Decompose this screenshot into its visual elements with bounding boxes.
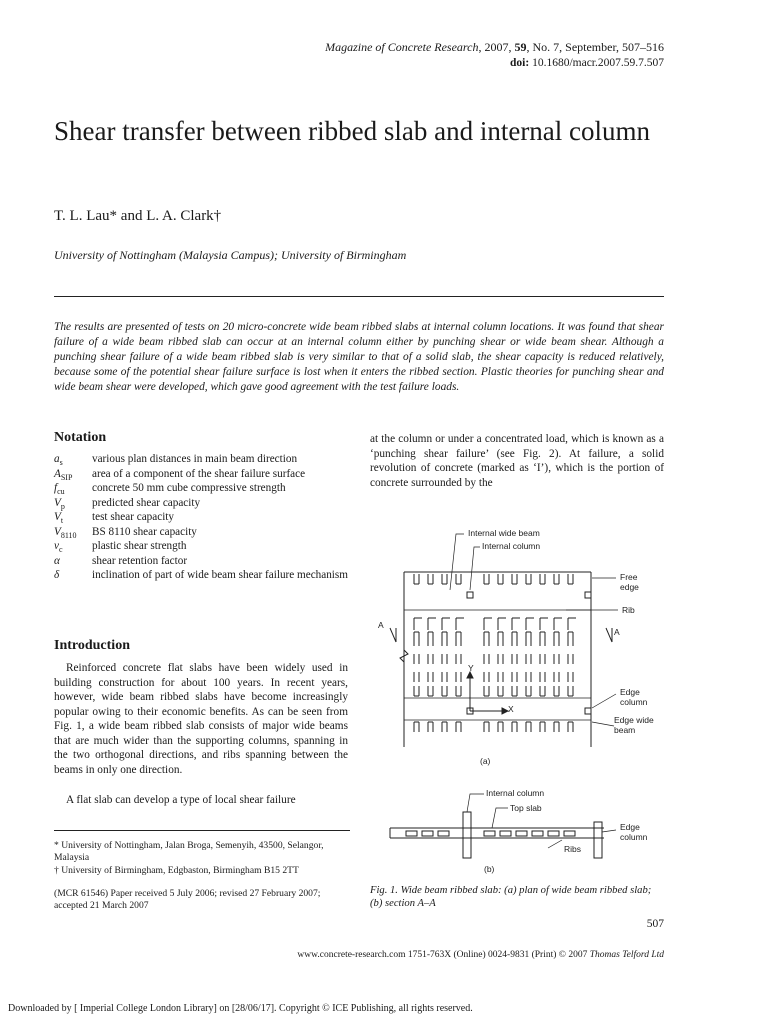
notation-symbol: $f_{cu}$ bbox=[54, 482, 65, 497]
citation-year: , 2007, bbox=[478, 40, 515, 54]
intro-paragraph-2: A flat slab can develop a type of local shear failure bbox=[66, 794, 296, 806]
notation-description: test shear capacity bbox=[92, 511, 174, 523]
notation-description: shear retention factor bbox=[92, 554, 188, 567]
journal-citation bbox=[325, 40, 664, 55]
footnote-received: (MCR 61546) Paper received 5 July 2006; revised 27 February 2007; accepted 21 March 2007 bbox=[54, 888, 321, 911]
section-markers bbox=[390, 628, 612, 642]
section-rib bbox=[564, 831, 575, 836]
doi-line[interactable] bbox=[510, 56, 664, 70]
page-footer[interactable] bbox=[297, 950, 664, 960]
notation-subscript: s bbox=[59, 458, 63, 468]
section-rib bbox=[422, 831, 433, 836]
edge-column-top bbox=[585, 592, 591, 598]
label-rib: Rib bbox=[622, 605, 635, 615]
notation-description: BS 8110 shear capacity bbox=[92, 525, 197, 538]
volume-number: 59 bbox=[514, 40, 527, 54]
notation-subscript: cu bbox=[57, 487, 65, 497]
notation-description: area of a component of the shear failure surface bbox=[92, 467, 306, 480]
label-edge-wide-beam-1: Edge wide bbox=[614, 715, 654, 725]
header-rule bbox=[54, 296, 664, 297]
rib-pattern bbox=[414, 574, 576, 732]
leader-lines bbox=[450, 534, 618, 726]
footer-text[interactable]: www.concrete-research.com 1751-763X (Online) 0024-9831 (Print) © 2007 bbox=[297, 950, 590, 960]
notation-symbol: α bbox=[54, 554, 60, 567]
notation-symbol: $V_p$ bbox=[54, 496, 65, 511]
notation-symbol: $V_{8110}$ bbox=[54, 525, 77, 540]
label-axis-y: Y bbox=[468, 663, 474, 673]
section-rib bbox=[548, 831, 559, 836]
affiliation: University of Nottingham (Malaysia Campus); University of Birmingham bbox=[54, 248, 407, 262]
footnote-rule bbox=[54, 830, 350, 831]
notation-symbol: $A_{SIP}$ bbox=[54, 467, 73, 482]
label-section-a-right: A bbox=[614, 627, 620, 637]
notation-subscript: SIP bbox=[60, 472, 73, 482]
label-subfig-a: (a) bbox=[480, 756, 491, 766]
notation-description: inclination of part of wide beam shear failure mechanism bbox=[92, 569, 348, 581]
section-rib bbox=[406, 831, 417, 836]
notation-subscript: 8110 bbox=[60, 530, 77, 540]
label-section-internal-column: Internal column bbox=[486, 788, 545, 798]
doi-value[interactable]: 10.1680/macr.2007.59.7.507 bbox=[532, 57, 664, 69]
section-rib bbox=[484, 831, 495, 836]
notation-description: predicted shear capacity bbox=[92, 496, 201, 509]
notation-symbol: $V_t$ bbox=[54, 511, 64, 526]
intro-paragraph-1: Reinforced concrete flat slabs have been widely used in building construction for about 100 years. In recent years, however, wide beam ribbed slabs have become increasingly popular owing to their economic benefits. As can be seen from Fig. 1, a wide beam ribbed slab consists of major wide beams that are much wider than the supporting columns, spanning in the two orthogonal directions, and ribs spanning between the beams in only one direction. bbox=[54, 662, 348, 776]
notation-symbol: $v_c$ bbox=[54, 540, 63, 555]
label-section-a-left: A bbox=[378, 620, 384, 630]
notation-subscript: p bbox=[60, 501, 65, 511]
section-rib bbox=[532, 831, 543, 836]
right-column-paragraph: at the column or under a concentrated load, which is known as a ‘punching shear failure’ (see Fig. 2). At failure, a solid revolution of concrete (marked as ‘I’), which is the portion of concrete surrounded by the bbox=[370, 433, 664, 489]
edge-column-bottom bbox=[585, 708, 591, 714]
footnote-nottingham: * University of Nottingham, Jalan Broga, Semenyih, 43500, Selangor, Malaysia bbox=[54, 840, 324, 863]
plan-outline bbox=[400, 572, 591, 747]
footer-publisher: Thomas Telford Ltd bbox=[589, 950, 664, 960]
page-number: 507 bbox=[646, 918, 664, 930]
authors: T. L. Lau* and L. A. Clark† bbox=[54, 208, 222, 224]
label-edge-column-1: Edge bbox=[620, 687, 640, 697]
notation-subscript: c bbox=[58, 545, 63, 555]
notation-subscript: t bbox=[60, 516, 64, 526]
label-top-slab: Top slab bbox=[510, 803, 542, 813]
notation-heading: Notation bbox=[54, 430, 107, 445]
paper-title: Shear transfer between ribbed slab and internal column bbox=[54, 116, 651, 146]
doi-label: doi: bbox=[510, 57, 530, 69]
download-notice: Downloaded by [ Imperial College London Library] on [28/06/17]. Copyright © ICE Publishing, all rights reserved. bbox=[8, 1003, 473, 1014]
citation-issue: , No. 7, September, 507–516 bbox=[526, 40, 664, 54]
label-free-edge-2: edge bbox=[620, 582, 639, 592]
label-ribs: Ribs bbox=[564, 844, 582, 854]
label-section-edge-column-2: column bbox=[620, 832, 648, 842]
figure-1-caption: Fig. 1. Wide beam ribbed slab: (a) plan of wide beam ribbed slab; (b) section A–A bbox=[370, 885, 652, 909]
footnote-birmingham: † University of Birmingham, Edgbaston, Birmingham B15 2TT bbox=[54, 865, 299, 876]
figure-1-drawing bbox=[366, 522, 666, 878]
internal-column-top bbox=[467, 592, 473, 598]
notation-description: plastic shear strength bbox=[92, 540, 187, 552]
label-edge-wide-beam-2: beam bbox=[614, 725, 636, 735]
section-rib bbox=[500, 831, 511, 836]
label-subfig-b: (b) bbox=[484, 864, 495, 874]
notation-description: various plan distances in main beam direction bbox=[92, 453, 298, 465]
notation-description: concrete 50 mm cube compressive strength bbox=[92, 482, 286, 494]
label-internal-wide-beam: Internal wide beam bbox=[468, 528, 540, 538]
label-free-edge-1: Free bbox=[620, 572, 638, 582]
notation-symbol: δ bbox=[54, 569, 60, 581]
section-ribs bbox=[406, 831, 575, 836]
notation-symbol: $a_s$ bbox=[54, 453, 63, 468]
label-section-edge-column-1: Edge bbox=[620, 822, 640, 832]
label-edge-column-2: column bbox=[620, 697, 648, 707]
abstract: The results are presented of tests on 20 micro-concrete wide beam ribbed slabs at internal column locations. It was found that shear failure of a wide beam ribbed slab can occur at an internal column either by punching shear or wide beam shear. Although a punching shear failure of a wide beam ribbed slab is very similar to that of a solid slab, the shear capacity is reduced relatively, because some of the potential shear failure surface is lost when it enters the ribbed section. Plastic theories for punching shear and wide beam shear were developed, which gave good agreement with the test failure loads. bbox=[54, 321, 664, 393]
label-axis-x: X bbox=[508, 704, 514, 714]
journal-name: Magazine of Concrete Research bbox=[325, 40, 479, 54]
section-rib bbox=[438, 831, 449, 836]
label-internal-column: Internal column bbox=[482, 541, 541, 551]
introduction-heading: Introduction bbox=[54, 638, 130, 653]
section-rib bbox=[516, 831, 527, 836]
